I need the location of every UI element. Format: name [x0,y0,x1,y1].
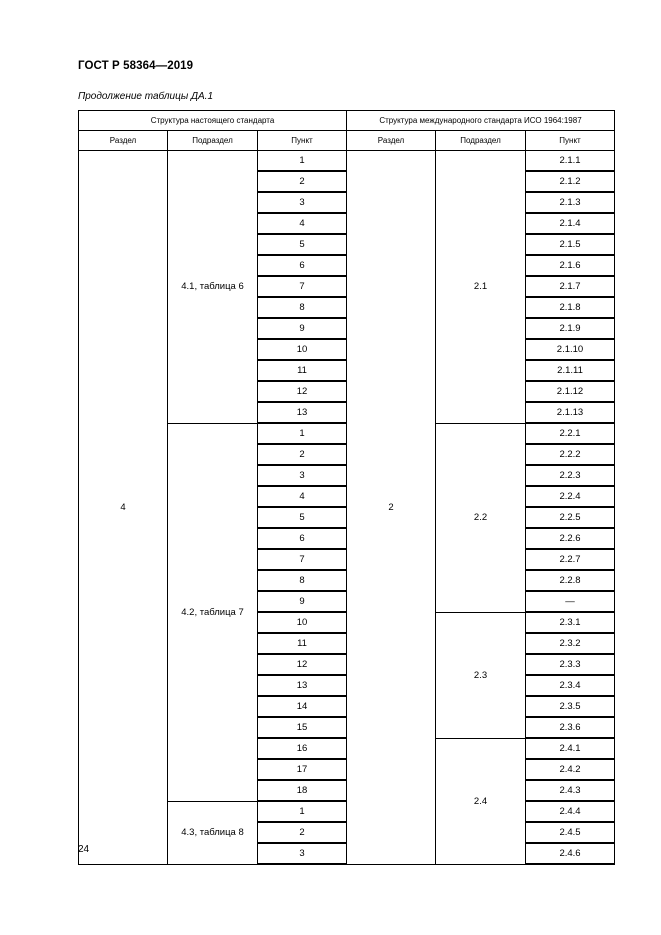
iso-subsection-cell: 2.2 [436,423,526,612]
item-cell: 4 [258,213,347,234]
iso-item-cell: 2.2.3 [526,465,615,486]
iso-item-cell: 2.3.6 [526,717,615,738]
item-cell: 3 [258,192,347,213]
item-cell: 14 [258,696,347,717]
iso-item-cell: 2.2.6 [526,528,615,549]
iso-item-cell: 2.4.4 [526,801,615,822]
iso-item-cell: 2.1.5 [526,234,615,255]
item-cell: 1 [258,151,347,172]
iso-item-cell: 2.2.5 [526,507,615,528]
col-header-iso-subsection: Подраздел [436,131,526,151]
item-cell: 9 [258,318,347,339]
iso-item-cell: 2.1.9 [526,318,615,339]
table-body [79,151,615,865]
document-id: ГОСТ Р 58364—2019 [78,60,194,72]
item-cell: 12 [258,381,347,402]
item-cell: 10 [258,612,347,633]
iso-item-cell: 2.2.4 [526,486,615,507]
iso-item-cell: 2.1.6 [526,255,615,276]
col-header-subsection: Подраздел [168,131,258,151]
iso-item-cell: 2.2.1 [526,423,615,444]
iso-item-cell: 2.1.1 [526,151,615,172]
iso-section-cell: 2 [347,151,436,865]
iso-item-cell: 2.4.5 [526,822,615,843]
item-cell: 3 [258,465,347,486]
item-cell: 5 [258,507,347,528]
group-header-row [79,111,615,131]
item-cell: 9 [258,591,347,612]
iso-item-cell: — [526,591,615,612]
iso-item-cell: 2.4.3 [526,780,615,801]
iso-item-cell: 2.1.11 [526,360,615,381]
iso-item-cell: 2.1.7 [526,276,615,297]
item-cell: 1 [258,423,347,444]
item-cell: 18 [258,780,347,801]
item-cell: 11 [258,360,347,381]
group-header-national: Структура настоящего стандарта [79,111,347,131]
item-cell: 2 [258,444,347,465]
iso-item-cell: 2.4.2 [526,759,615,780]
subsection-cell: 4.3, таблица 8 [168,801,258,864]
item-cell: 12 [258,654,347,675]
iso-item-cell: 2.3.2 [526,633,615,654]
iso-item-cell: 2.1.13 [526,402,615,423]
iso-subsection-cell: 2.3 [436,612,526,738]
item-cell: 13 [258,402,347,423]
iso-item-cell: 2.2.8 [526,570,615,591]
table-row [79,151,615,172]
column-header-row [79,131,615,151]
item-cell: 15 [258,717,347,738]
iso-item-cell: 2.1.12 [526,381,615,402]
correspondence-table [78,110,615,865]
item-cell: 1 [258,801,347,822]
item-cell: 2 [258,171,347,192]
col-header-item: Пункт [258,131,347,151]
iso-item-cell: 2.1.3 [526,192,615,213]
iso-item-cell: 2.1.2 [526,171,615,192]
subsection-cell: 4.1, таблица 6 [168,151,258,424]
iso-item-cell: 2.1.8 [526,297,615,318]
item-cell: 4 [258,486,347,507]
item-cell: 16 [258,738,347,759]
iso-item-cell: 2.3.4 [526,675,615,696]
col-header-section: Раздел [79,131,168,151]
iso-item-cell: 2.3.1 [526,612,615,633]
item-cell: 11 [258,633,347,654]
item-cell: 17 [258,759,347,780]
group-header-international: Структура международного стандарта ИСО 1964:1987 [347,111,615,131]
iso-item-cell: 2.2.7 [526,549,615,570]
iso-item-cell: 2.1.10 [526,339,615,360]
item-cell: 5 [258,234,347,255]
item-cell: 3 [258,843,347,864]
item-cell: 7 [258,276,347,297]
item-cell: 6 [258,528,347,549]
iso-item-cell: 2.3.5 [526,696,615,717]
item-cell: 13 [258,675,347,696]
col-header-iso-section: Раздел [347,131,436,151]
item-cell: 2 [258,822,347,843]
table-caption: Продолжение таблицы ДА.1 [78,91,214,102]
col-header-iso-item: Пункт [526,131,615,151]
page-number: 24 [78,844,90,855]
iso-item-cell: 2.1.4 [526,213,615,234]
iso-item-cell: 2.4.6 [526,843,615,864]
iso-item-cell: 2.3.3 [526,654,615,675]
item-cell: 7 [258,549,347,570]
iso-item-cell: 2.4.1 [526,738,615,759]
item-cell: 8 [258,297,347,318]
iso-subsection-cell: 2.1 [436,151,526,424]
iso-item-cell: 2.2.2 [526,444,615,465]
subsection-cell: 4.2, таблица 7 [168,423,258,801]
section-cell: 4 [79,151,168,865]
iso-subsection-cell: 2.4 [436,738,526,864]
item-cell: 8 [258,570,347,591]
item-cell: 10 [258,339,347,360]
item-cell: 6 [258,255,347,276]
